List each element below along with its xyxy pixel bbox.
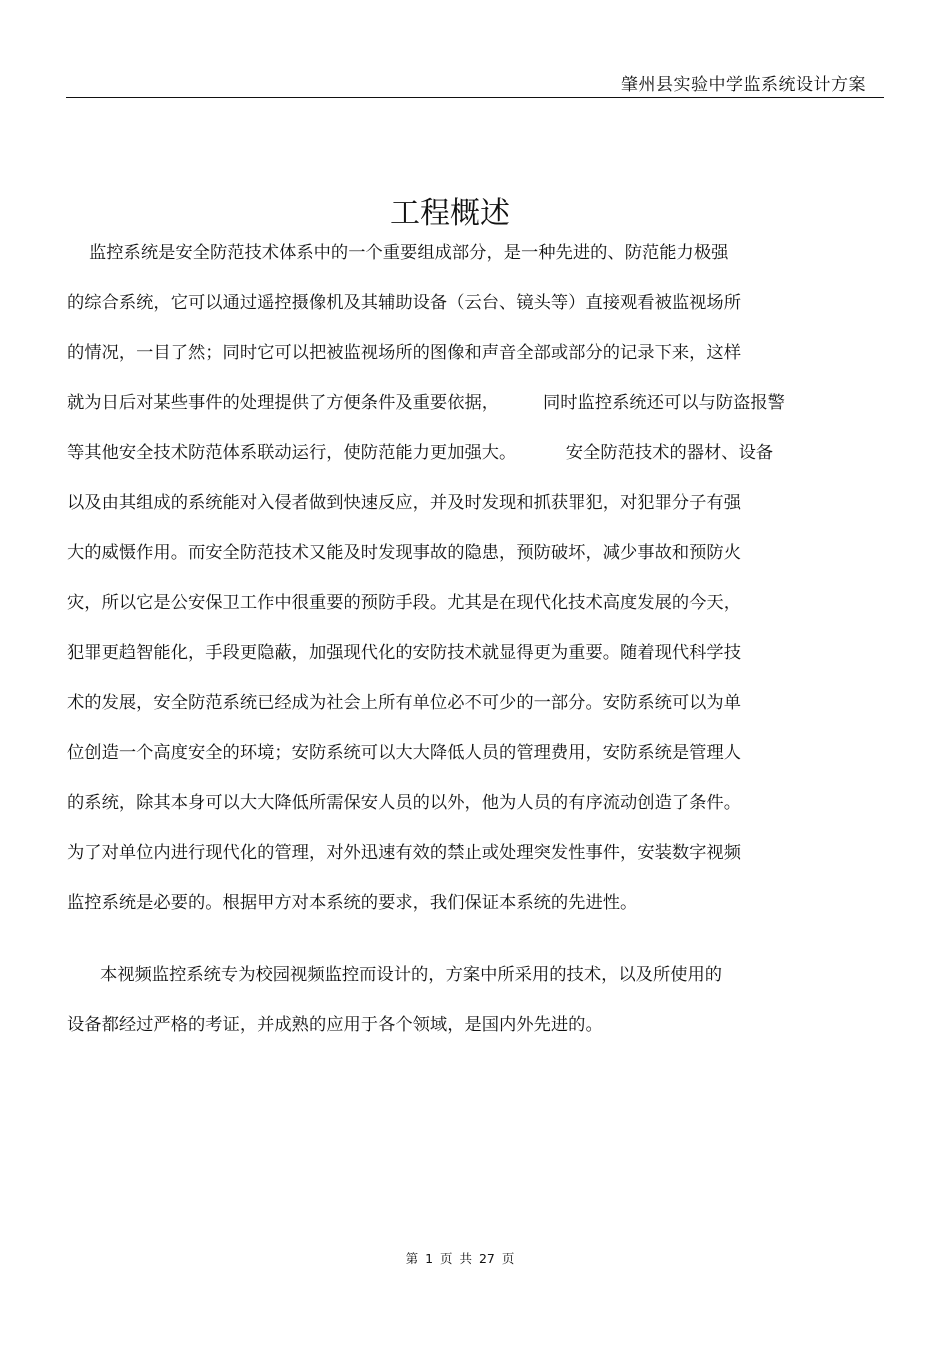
text-line: 的情况，一目了然；同时它可以把被监视场所的图像和声音全部或部分的记录下来，这样 <box>67 343 741 363</box>
text-line: 为了对单位内进行现代化的管理，对外迅速有效的禁止或处理突发性事件，安装数字视频 <box>67 843 741 863</box>
text-line: 等其他安全技术防范体系联动运行，使防范能力更加强大。 安全防范技术的器材、设备 <box>67 443 774 463</box>
text-line: 术的发展，安全防范系统已经成为社会上所有单位必不可少的一部分。安防系统可以为单 <box>67 693 741 713</box>
text-line: 就为日后对某些事件的处理提供了方便条件及重要依据， 同时监控系统还可以与防盗报警 <box>67 393 785 413</box>
text-line: 监控系统是安全防范技术体系中的一个重要组成部分，是一种先进的、防范能力极强 <box>67 243 729 263</box>
text-line: 灾，所以它是公安保卫工作中很重要的预防手段。尤其是在现代化技术高度发展的今天， <box>67 593 741 613</box>
text-line: 监控系统是必要的。根据甲方对本系统的要求，我们保证本系统的先进性。 <box>67 893 638 913</box>
text-line: 以及由其组成的系统能对入侵者做到快速反应，并及时发现和抓获罪犯，对犯罪分子有强 <box>67 493 741 513</box>
text-line: 大的威慑作用。而安全防范技术又能及时发现事故的隐患，预防破坏，减少事故和预防火 <box>67 543 741 563</box>
text-line: 的综合系统，它可以通过遥控摄像机及其辅助设备（云台、镜头等）直接观看被监视场所 <box>67 293 741 313</box>
page-number-footer: 第 1 页 共 27 页 <box>405 1251 515 1266</box>
text-line: 本视频监控系统专为校园视频监控而设计的，方案中所采用的技术，以及所使用的 <box>67 965 723 985</box>
header-rule <box>66 97 884 98</box>
text-line: 位创造一个高度安全的环境；安防系统可以大大降低人员的管理费用，安防系统是管理人 <box>67 743 741 763</box>
running-header: 肇州县实验中学监系统设计方案 <box>621 75 866 95</box>
text-line: 的系统，除其本身可以大大降低所需保安人员的以外，他为人员的有序流动创造了条件。 <box>67 793 741 813</box>
section-title: 工程概述 <box>390 196 510 231</box>
text-line: 设备都经过严格的考证，并成熟的应用于各个领域，是国内外先进的。 <box>67 1015 603 1035</box>
text-line: 犯罪更趋智能化，手段更隐蔽，加强现代化的安防技术就显得更为重要。随着现代科学技 <box>67 643 741 663</box>
